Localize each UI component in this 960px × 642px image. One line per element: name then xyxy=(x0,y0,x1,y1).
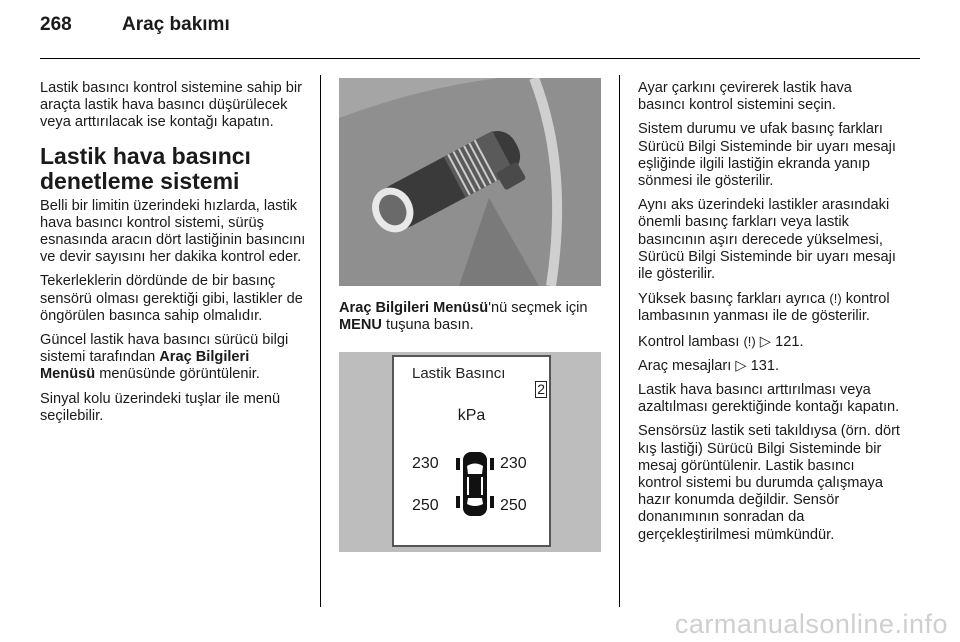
column-middle xyxy=(339,78,601,552)
cross-reference xyxy=(638,333,902,351)
reference-arrow-icon: ▷ xyxy=(759,333,772,350)
reference-arrow-icon: ▷ xyxy=(735,357,747,374)
signal-lever-photo xyxy=(339,78,601,286)
column-divider-1 xyxy=(320,75,321,607)
caption xyxy=(339,300,601,334)
text: Kontrol lambası xyxy=(638,333,744,350)
menu-name: Araç Bilgileri Menüsü xyxy=(339,300,489,316)
page-indicator: 2 xyxy=(537,381,545,398)
paragraph: Belli bir limitin üzerindeki hızlarda, lastik hava basıncı kontrol sistemi, sürüş esnasında aracın dört lastiğinin basıncını ve devir sayısını her dakika kontrol eder. xyxy=(40,197,306,266)
text: tuşuna basın. xyxy=(381,317,474,334)
text: Güncel lastik hava basıncı sürücü bilgi sistemi tarafından xyxy=(40,332,289,366)
paragraph: Aynı aks üzerindeki lastikler arasındaki önemli basınç farkları veya lastik basıncının aşırı derecede yükselmesi, Sürücü Bilgi Sisteminde bir uyarı mesajı ile gösterilir. xyxy=(638,197,896,283)
page-reference[interactable]: 131. xyxy=(750,357,780,374)
column-divider-2 xyxy=(619,75,620,607)
page-header xyxy=(40,14,230,44)
text: Araç mesajları xyxy=(638,357,736,374)
menu-name: Araç Bilgileri Menüsü xyxy=(40,349,250,383)
front-right-pressure: 230 xyxy=(500,455,527,473)
watermark: carmanualsonline.info xyxy=(674,609,948,639)
text: Yüksek basınç farkları ayrıca xyxy=(638,291,830,308)
paragraph xyxy=(638,290,902,325)
paragraph xyxy=(40,332,306,384)
intro-paragraph: Lastik basıncı kontrol sistemine sahip bir araçta lastik hava basıncı düşürülecek veya arttırılacak ise kontağı kapatın. xyxy=(40,80,302,131)
paragraph: Tekerleklerin dördünde de bir basınç sensörü olması gerektiği gibi, lastikler de öngörülen basınca sahip olmalıdır. xyxy=(40,273,303,324)
page-reference[interactable]: 121. xyxy=(775,333,804,350)
paragraph: Lastik hava basıncı arttırılması veya azaltılması gerektiğinde kontağı kapatın. xyxy=(638,382,900,416)
paragraph: Sinyal kolu üzerindeki tuşlar ile menü seçilebilir. xyxy=(40,390,281,424)
display-title: Lastik Basıncı xyxy=(412,365,506,383)
page-number: 268 xyxy=(40,14,72,35)
tire-pressure-display xyxy=(339,352,601,552)
text: menüsünde görüntülenir. xyxy=(95,366,260,383)
car-top-view-icon xyxy=(456,452,494,516)
text: 'nü seçmek için xyxy=(488,300,588,316)
text: kontrol lambasının yanması ile de gösterilir. xyxy=(638,291,890,325)
column-left xyxy=(40,80,306,432)
paragraph: Sistem durumu ve ufak basınç farkları Sürücü Bilgi Sisteminde bir uyarı mesajı eşliğinde ilgili lastiğin ekranda yanıp sönmesi ile gösterilir. xyxy=(638,121,896,190)
paragraph: Sensörsüz lastik seti takıldıysa (örn. dört kış lastiği) Sürücü Bilgi Sisteminde bir mesaj görüntülenir. Lastik basıncı kontrol sistemi bu durumda çalışmaya hazır konumda değildir. Sensör donanımının sonradan da gerçekleştirilmesi mümkündür. xyxy=(638,423,900,543)
header-rule xyxy=(40,58,920,59)
cross-reference xyxy=(638,358,902,375)
pressure-unit: kPa xyxy=(457,407,486,425)
paragraph: Ayar çarkını çevirerek lastik hava basıncı kontrol sistemini seçin. xyxy=(638,80,852,114)
tire-warning-icon: (!) xyxy=(829,291,842,307)
front-left-pressure: 230 xyxy=(412,455,439,473)
column-right xyxy=(638,80,902,551)
section-heading: Lastik hava basıncı denetleme sistemi xyxy=(40,142,251,194)
chapter-title: Araç bakımı xyxy=(122,14,230,35)
tire-warning-icon: (!) xyxy=(743,333,756,349)
menu-button-name: MENU xyxy=(339,317,382,334)
rear-right-pressure: 250 xyxy=(500,497,527,515)
rear-left-pressure: 250 xyxy=(412,497,439,515)
display-screen xyxy=(392,355,551,547)
